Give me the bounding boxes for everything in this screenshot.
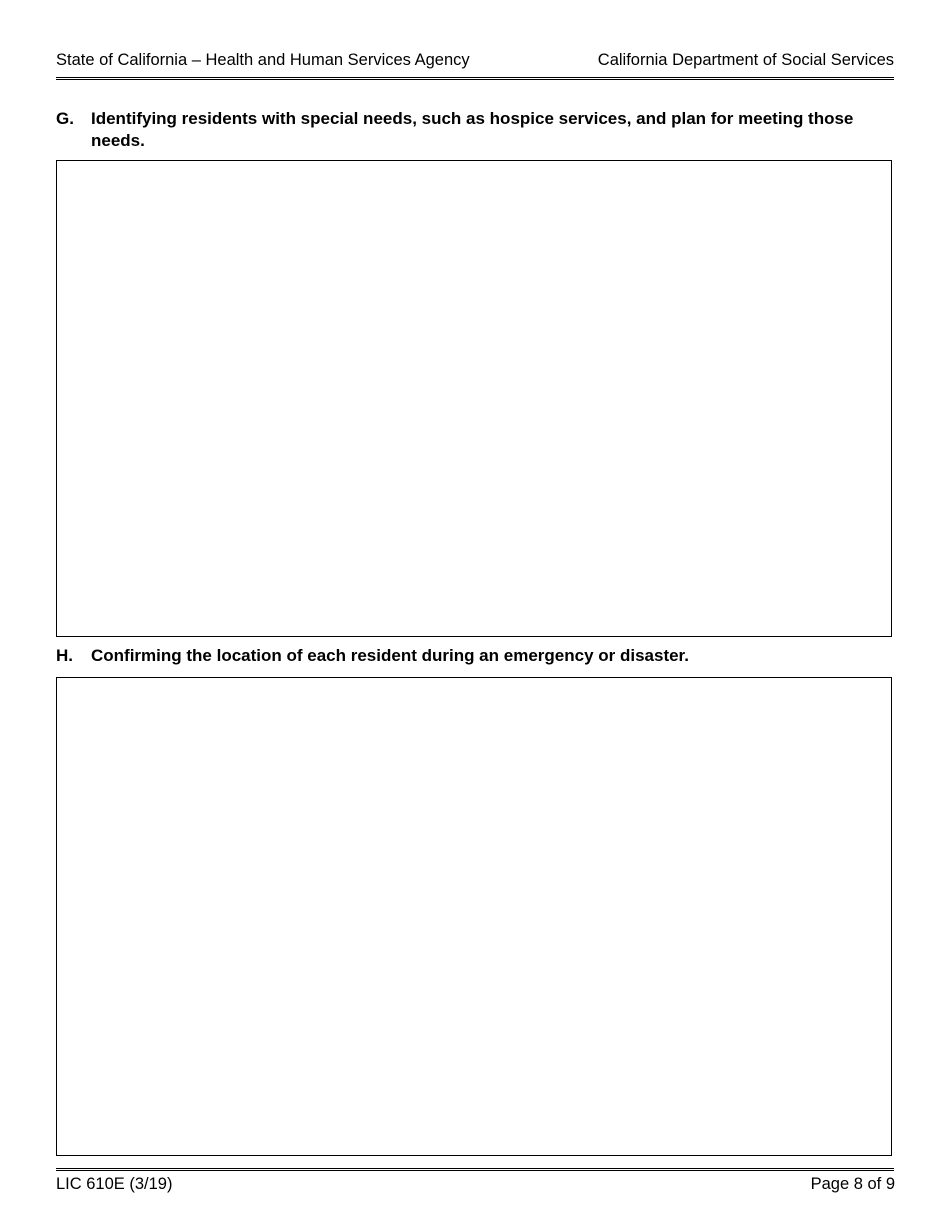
page-header	[56, 51, 894, 73]
answer-field-g[interactable]	[56, 160, 892, 637]
question-g-letter: G.	[56, 109, 74, 128]
department-name: California Department of Social Services	[597, 51, 894, 69]
page-number: Page 8 of 9	[810, 1175, 895, 1193]
question-g-text: Identifying residents with special needs, such as hospice services, and plan for meeting those needs.	[91, 109, 854, 150]
question-h-text: Confirming the location of each resident during an emergency or disaster.	[91, 646, 689, 665]
agency-name: State of California – Health and Human Services Agency	[56, 51, 470, 69]
footer-divider	[56, 1168, 894, 1171]
page-footer	[56, 1175, 895, 1197]
answer-field-h[interactable]	[56, 677, 892, 1156]
question-h-letter: H.	[56, 646, 73, 665]
header-divider	[56, 77, 894, 80]
form-id: LIC 610E (3/19)	[56, 1175, 173, 1193]
question-h	[56, 645, 894, 667]
question-g	[56, 108, 894, 152]
